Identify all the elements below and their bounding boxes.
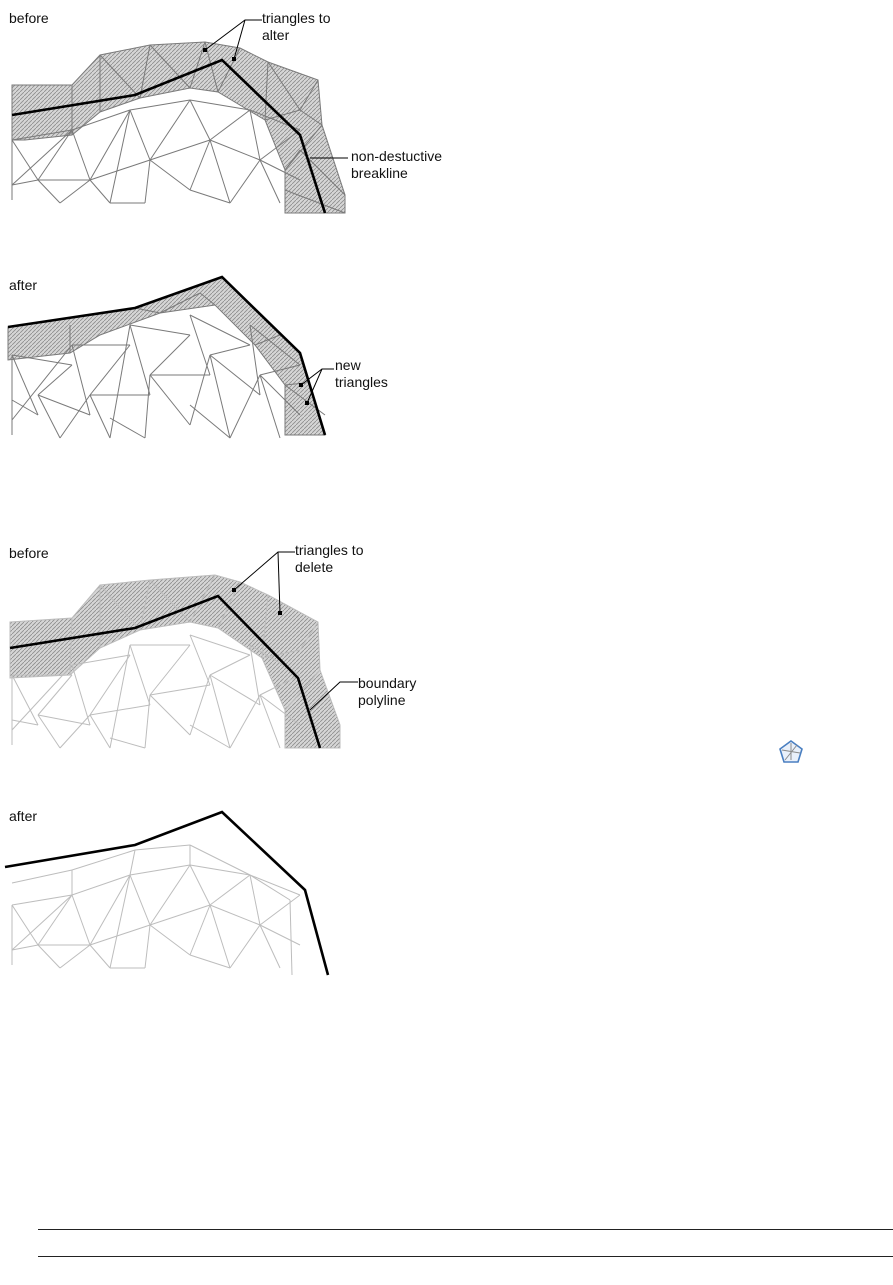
state-label: before	[9, 545, 49, 561]
callout-line-1: boundary	[358, 675, 417, 691]
figure-alter-after	[0, 265, 520, 445]
callout-line-1: non-destuctive	[351, 148, 443, 164]
callout-line-2: delete	[295, 559, 334, 575]
callout-line-2: triangles	[335, 374, 388, 390]
figure-delete-before	[0, 530, 520, 755]
hatched-triangles-region	[10, 575, 340, 748]
divider-bottom	[38, 1256, 893, 1257]
callout-new-triangles	[335, 357, 388, 391]
callout-line-2: polyline	[358, 692, 406, 708]
outer-mesh-lines	[12, 845, 292, 975]
tin-surface-before-delete	[0, 530, 520, 755]
interior-mesh-lines	[12, 865, 300, 968]
tin-surface-before-alter	[0, 0, 520, 220]
add-breakline-icon[interactable]	[778, 739, 804, 765]
state-label: after	[9, 277, 38, 293]
figure-delete-after	[0, 795, 520, 980]
state-label: after	[9, 808, 38, 824]
state-label: before	[9, 10, 49, 26]
callout-triangles-to-alter	[262, 10, 330, 44]
callout-triangles-to-delete	[295, 542, 363, 576]
callout-line-1: triangles to	[262, 10, 331, 26]
callout-boundary-polyline	[358, 675, 416, 709]
hatched-triangles-region	[8, 277, 325, 435]
callout-line-2: alter	[262, 27, 290, 43]
callout-line-1: new	[335, 357, 361, 373]
callout-line-1: triangles to	[295, 542, 364, 558]
tin-surface-after-alter	[0, 265, 520, 445]
tin-surface-after-delete	[0, 795, 520, 980]
callout-breakline	[351, 148, 442, 182]
divider-top	[38, 1229, 893, 1230]
figure-alter-before	[0, 0, 520, 220]
callout-line-2: breakline	[351, 165, 408, 181]
